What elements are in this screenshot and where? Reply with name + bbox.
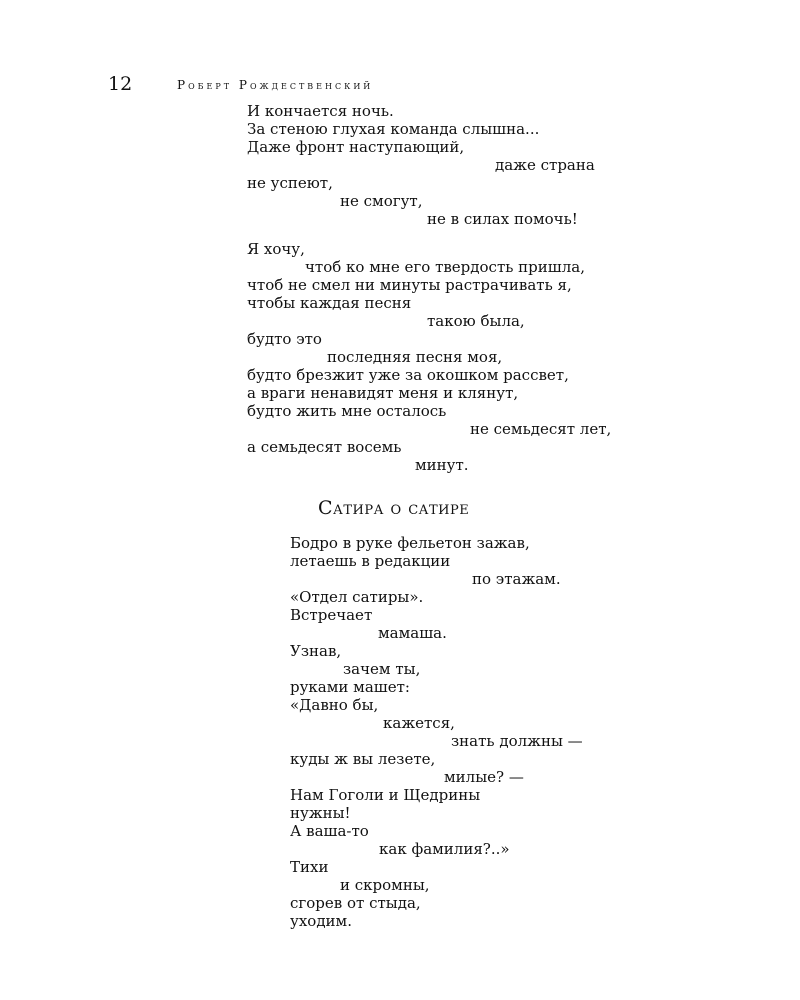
poem-line: и скромны, [340,876,430,894]
poem-line: знать должны — [451,732,583,750]
poem-line: «Отдел сатиры». [290,588,424,606]
poem-line: чтоб ко мне его твердость пришла, [305,258,585,276]
poem-line: а семьдесят восемь [247,438,402,456]
poem-line: куды ж вы лезете, [290,750,436,768]
poem-line: Я хочу, [247,240,305,258]
poem-line: А ваша-то [290,822,369,840]
poem-line: будто брезжит уже за окошком рассвет, [247,366,569,384]
poem-line: не смогут, [340,192,423,210]
page-number: 12 [108,73,133,95]
poem-line: а враги ненавидят меня и клянут, [247,384,519,402]
poem-line: зачем ты, [343,660,421,678]
running-head: Роберт Рождественский [177,78,374,92]
poem-line: последняя песня моя, [327,348,503,366]
poem-line: нужны! [290,804,351,822]
poem-line: За стеною глухая команда слышна... [247,120,540,138]
poem-line: сгорев от стыда, [290,894,421,912]
poem-line: руками машет: [290,678,410,696]
poem-line: Бодро в руке фельетон зажав, [290,534,530,552]
poem-line: не семьдесят лет, [470,420,612,438]
poem-line: мамаша. [378,624,447,642]
poem-line: И кончается ночь. [247,102,394,120]
poem-line: милые? — [444,768,524,786]
poem-line: летаешь в редакции [290,552,451,570]
poem-line: даже страна [495,156,595,174]
poem-line: по этажам. [472,570,561,588]
poem-line: чтоб не смел ни минуты растрачивать я, [247,276,572,294]
poem-line: Узнав, [290,642,342,660]
poem-title: Сатира о сатире [318,497,470,519]
page-header [0,72,800,96]
poem-line: будто это [247,330,322,348]
poem-line: Встречает [290,606,373,624]
poem-line: кажется, [383,714,455,732]
poem-line: Даже фронт наступающий, [247,138,465,156]
poem-line: не успеют, [247,174,333,192]
poem-line: чтобы каждая песня [247,294,412,312]
poem-line: как фамилия?..» [379,840,510,858]
poem-line: уходим. [290,912,352,930]
poem-line: Тихи [290,858,329,876]
poem-line: «Давно бы, [290,696,379,714]
poem-line: Нам Гоголи и Щедрины [290,786,481,804]
poem-line: такою была, [427,312,525,330]
poem-line: минут. [415,456,469,474]
poem-line: не в силах помочь! [427,210,578,228]
poem-line: будто жить мне осталось [247,402,447,420]
